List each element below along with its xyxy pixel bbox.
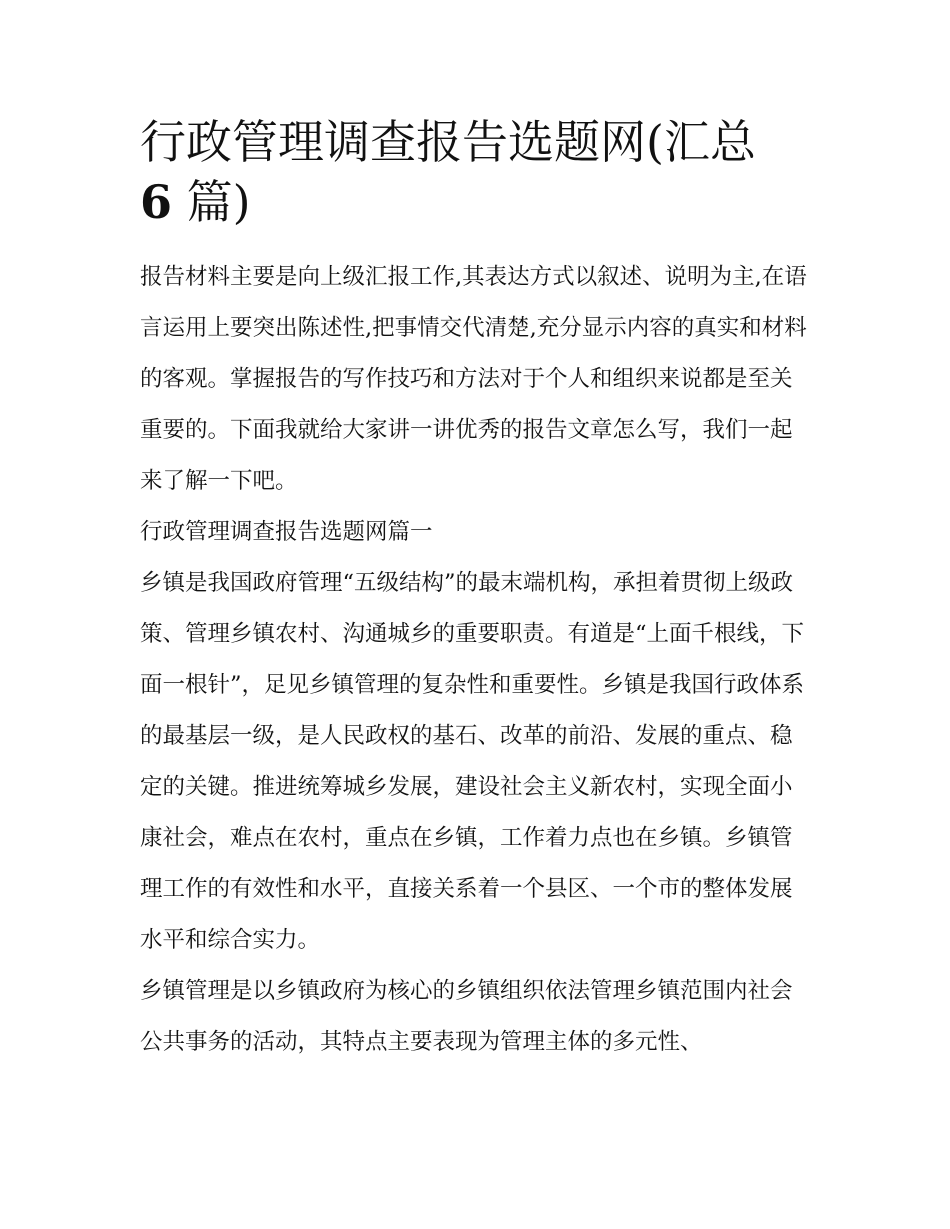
body-paragraph-2: 乡镇管理是以乡镇政府为核心的乡镇组织依法管理乡镇范围内社会公共事务的活动，其特点主要表现为管理主体的多元性、 [140, 978, 793, 1055]
title-number: 6 [140, 175, 173, 229]
body-paragraph-1: 乡镇是我国政府管理“五级结构”的最末端机构，承担着贯彻上级政策、管理乡镇农村、沟通城乡的重要职责。有道是“上面千根线，下面一根针”，足见乡镇管理的复杂性和重要性。乡镇是我国行政体系的最基层一级，是人民政权的基石、改革的前沿、发展的重点、稳定的关键。推进统筹城乡发展，建设社会主义新农村，实现全面小康社会，难点在农村，重点在乡镇，工作着力点也在乡镇。乡镇管理工作的有效性和水平，直接关系着一个县区、一个市的整体发展水平和综合实力。 [140, 570, 805, 953]
title-line-2: 篇) [172, 175, 251, 229]
intro-paragraph: 报告材料主要是向上级汇报工作,其表达方式以叙述、说明为主,在语言运用上要突出陈述性,把事情交代清楚,充分显示内容的真实和材料的客观。掌握报告的写作技巧和方法对于个人和组织来说都是至关重要的。下面我就给大家讲一讲优秀的报告文章怎么写，我们一起来了解一下吧。 [140, 264, 807, 494]
title-line-1: 行政管理调查报告选题网(汇总 [140, 115, 756, 169]
document-body [140, 252, 812, 1068]
document-title [140, 112, 812, 232]
section-heading: 行政管理调查报告选题网篇一 [140, 519, 433, 545]
document-page [140, 112, 812, 1068]
